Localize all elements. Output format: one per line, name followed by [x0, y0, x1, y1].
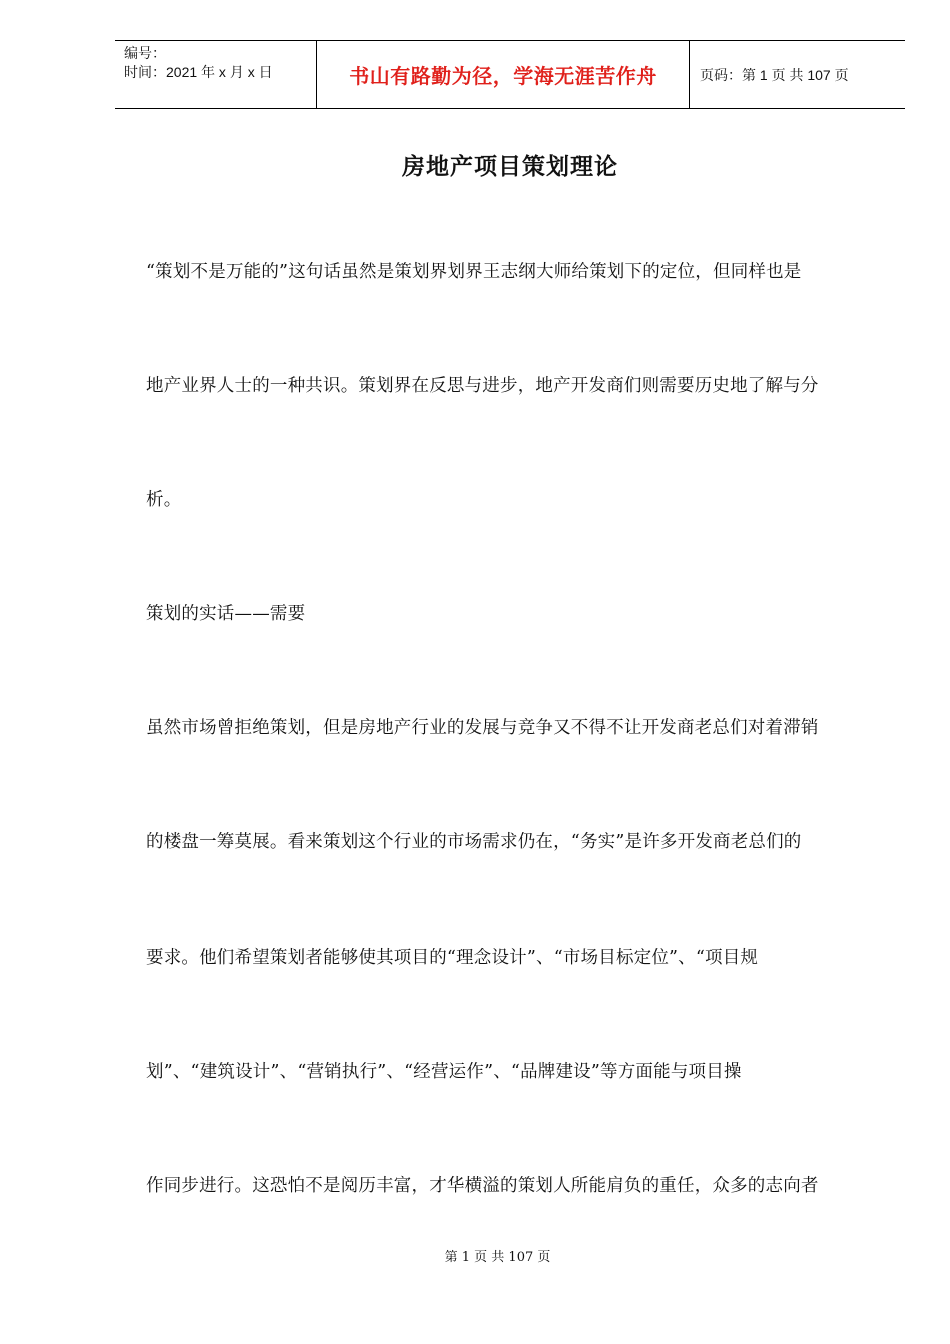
body-line: 的楼盘一筹莫展。看来策划这个行业的市场需求仍在，“务实”是许多开发商老总们的 [146, 832, 802, 852]
document-title: 房地产项目策划理论 [402, 153, 618, 180]
body-line: “策划不是万能的”这句话虽然是策划界划界王志纲大师给策划下的定位，但同样也是 [146, 262, 802, 282]
body-line: 析。 [146, 490, 182, 510]
header-page-info: 页码：第 1 页 共 107 页 [700, 66, 849, 83]
body-line: 虽然市场曾拒绝策划，但是房地产行业的发展与竞争又不得不让开发商老总们对着滞销 [146, 718, 819, 738]
header-meta [115, 41, 316, 108]
section-heading: 策划的实话——需要 [146, 604, 306, 624]
document-header [115, 40, 905, 109]
number-label: 编号： [124, 45, 166, 61]
header-motto: 书山有路勤为径，学海无涯苦作舟 [316, 41, 690, 108]
body-line: 划”、“建筑设计”、“营销执行”、“经营运作”、“品牌建设”等方面能与项目操 [146, 1062, 742, 1082]
time-label: 时间：2021 年 x 月 x 日 [124, 64, 273, 80]
page-footer: 第 1 页 共 107 页 [444, 1250, 551, 1265]
body-line: 地产业界人士的一种共识。策划界在反思与进步，地产开发商们则需要历史地了解与分 [146, 376, 819, 396]
body-line: 作同步进行。这恐怕不是阅历丰富，才华横溢的策划人所能肩负的重任，众多的志向者 [146, 1176, 819, 1196]
body-line: 要求。他们希望策划者能够使其项目的“理念设计”、“市场目标定位”、“项目规 [146, 948, 759, 968]
